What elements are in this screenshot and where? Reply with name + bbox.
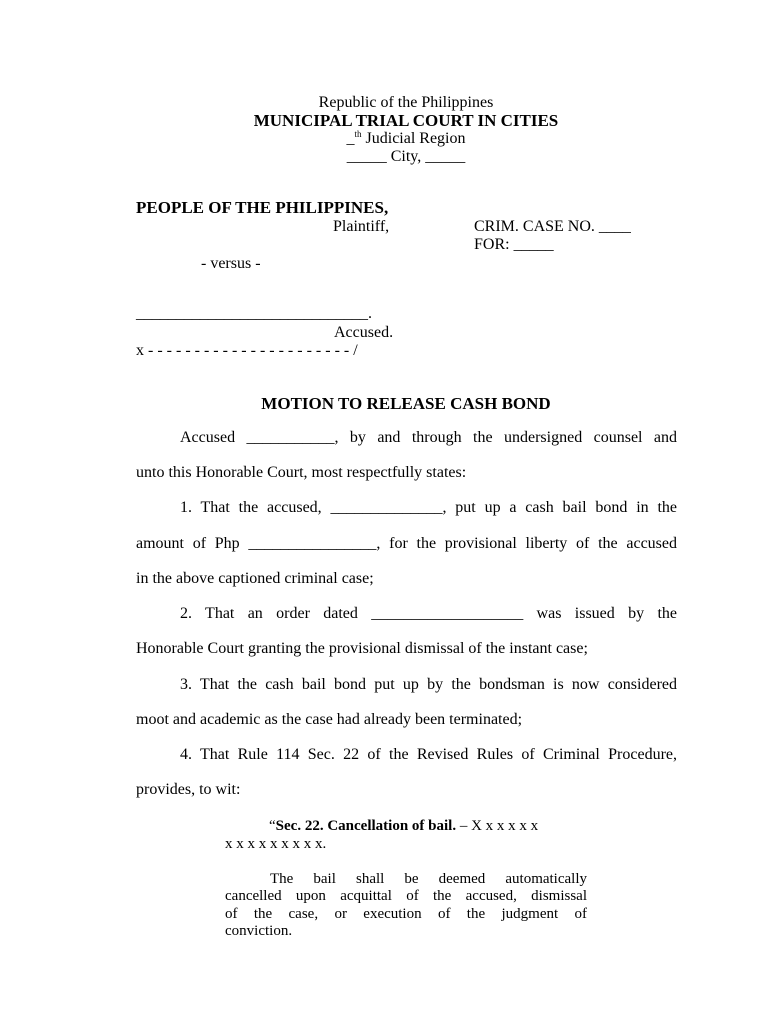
caption-separator: x - - - - - - - - - - - - - - - - - - - - - - / — [136, 342, 358, 359]
intro-line-1: Accused ___________, by and through the undersigned counsel and — [180, 429, 677, 446]
accused-label: Accused. — [334, 324, 394, 341]
quote-paragraph-line-4: conviction. — [225, 923, 293, 939]
open-quote: “ — [269, 818, 276, 834]
paragraph-1-line-3: in the above captioned criminal case; — [136, 570, 374, 587]
plaintiff-label: Plaintiff, — [333, 218, 390, 235]
case-for: FOR: _____ — [474, 236, 554, 253]
judicial-region-line — [0, 130, 768, 148]
section-heading: Sec. 22. Cancellation of bail. — [275, 818, 457, 834]
region-ordinal-suffix: th — [354, 129, 362, 139]
paragraph-4-line-2: provides, to wit: — [136, 781, 241, 798]
plaintiff-name: PEOPLE OF THE PHILIPPINES, — [136, 198, 389, 217]
intro-line-2: unto this Honorable Court, most respectfully states: — [136, 464, 467, 481]
paragraph-1-line-2: amount of Php ________________, for the provisional liberty of the accused — [136, 535, 677, 552]
republic-line: Republic of the Philippines — [318, 94, 494, 111]
heading-continuation: – X x x x x x — [456, 818, 539, 834]
versus-label: - versus - — [201, 255, 261, 272]
quote-paragraph-line-3: of the case, or execution of the judgment of — [225, 906, 587, 922]
quote-paragraph-line-2: cancelled upon acquittal of the accused, dismissal — [225, 888, 587, 904]
paragraph-2-line-2: Honorable Court granting the provisional dismissal of the instant case; — [136, 640, 588, 657]
paragraph-3-line-1: 3. That the cash bail bond put up by the bondsman is now considered — [180, 676, 677, 693]
quote-paragraph-line-1: The bail shall be deemed automatically — [270, 871, 587, 887]
accused-blank-line: _____________________________. — [136, 305, 372, 322]
paragraph-1-line-1: 1. That the accused, ______________, put up a cash bail bond in the — [180, 499, 677, 516]
region-blank: _ — [346, 130, 355, 147]
region-text: Judicial Region — [361, 130, 466, 147]
quote-line-2: x x x x x x x x x. — [225, 836, 327, 852]
motion-title: MOTION TO RELEASE CASH BOND — [261, 394, 551, 413]
paragraph-2-line-1: 2. That an order dated ___________________ was issued by the — [180, 605, 677, 622]
case-number: CRIM. CASE NO. ____ — [474, 218, 631, 235]
paragraph-3-line-2: moot and academic as the case had already been terminated; — [136, 711, 523, 728]
quote-heading-line — [269, 818, 538, 835]
paragraph-4-line-1: 4. That Rule 114 Sec. 22 of the Revised Rules of Criminal Procedure, — [180, 746, 677, 763]
city-line: _____ City, _____ — [346, 148, 466, 165]
court-name: MUNICIPAL TRIAL COURT IN CITIES — [253, 111, 559, 130]
